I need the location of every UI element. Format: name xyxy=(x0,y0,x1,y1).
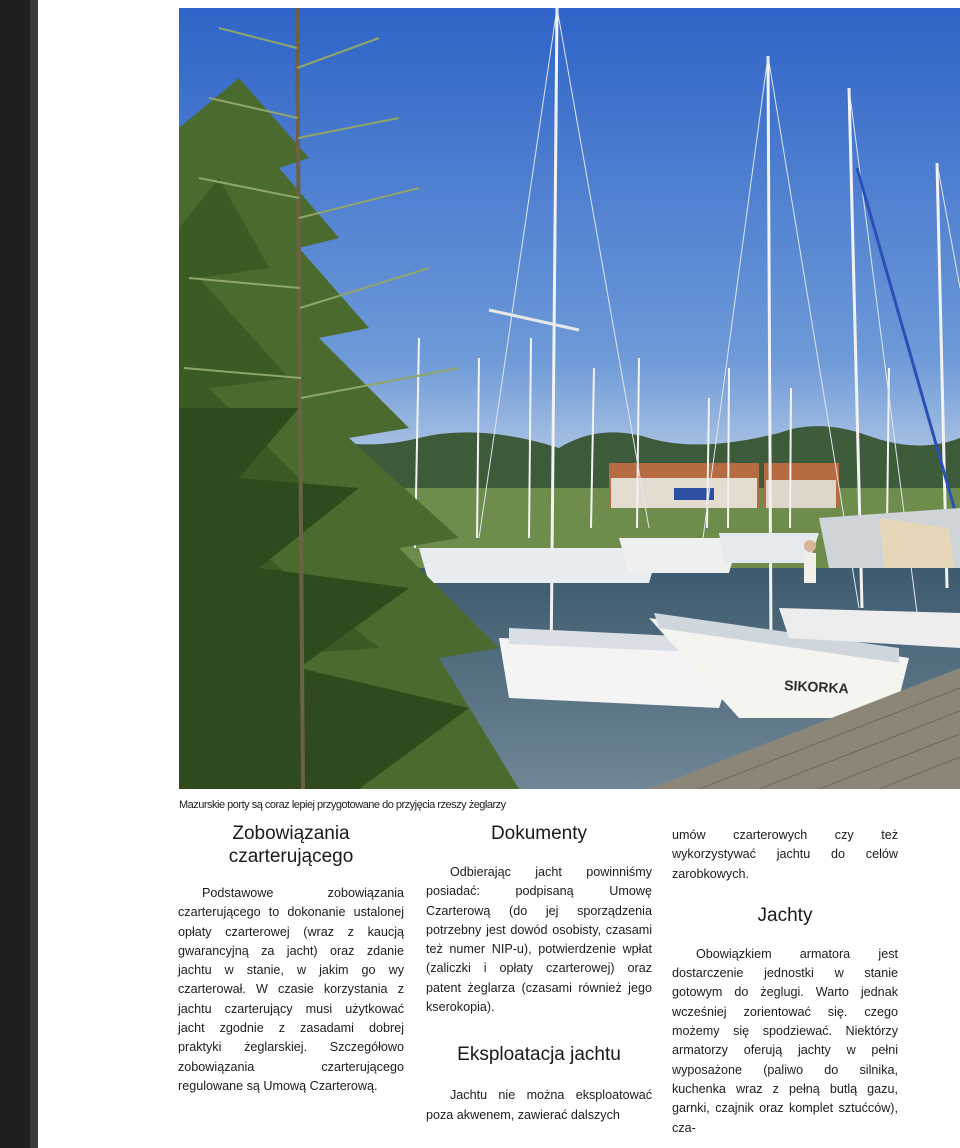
page-spine-edge xyxy=(30,0,38,1148)
heading-zobowiazania-line1: Zobowiązania xyxy=(232,823,350,844)
text-zobowiazania: Podstawowe zobowiązania czarterującego to dokonanie ustalonej opłaty czarterowej (wraz z kaucją gwarancyjną za jacht) oraz zdanie jachtu w stanie, w jakim go wy czarterował. W czasie korzystania z jachtu czarterujący musi użytkować jacht zgodnie z zasadami dobrej praktyki żeglarskiej. Szczegółowo zobowiązania czarterującego regulowane są Umową Czarterową. xyxy=(178,886,404,1093)
person xyxy=(804,553,816,583)
heading-zobowiazania xyxy=(178,822,404,868)
heading-jachty: Jachty xyxy=(757,904,813,926)
column-1 xyxy=(178,822,404,1096)
text-dokumenty: Odbierając jacht powinniśmy posiadać: podpisaną Umowę Czarterową (do jej sporządzenia potrzebny jest dowód osobisty, czasami też numer NIP-u), potwierdzenie wpłat (zaliczki i opłaty czarterowej) oraz patent żeglarza (czasami również jego kserokopia). xyxy=(426,865,652,1015)
heading-dokumenty: Dokumenty xyxy=(490,823,588,844)
text-eksploatacja: Jachtu nie można eksploatować poza akwenem, zawierać dalszych xyxy=(426,1088,652,1122)
column-2 xyxy=(426,822,652,1125)
text-jachty: Obowiązkiem armatora jest dostarczenie jednostki w stanie gotowym do żeglugi. Warto jednak wcześniej zorientować się. czego możemy się spodziewać. Niektórzy armatorzy oferują jachty w pełni wyposażone (paliwo do silnika, kuchenka wraz z pełną butlą gazu, garnki, czajnik oraz komplet sztućców), cza- xyxy=(672,946,898,1135)
heading-zobowiazania-line2: czarterującego xyxy=(228,846,354,867)
text-eksploatacja-cont: umów czarterowych czy też wykorzystywać jachtu do celów zarobkowych. xyxy=(672,828,898,881)
photo-caption: Mazurskie porty są coraz lepiej przygotowane do przyjęcia rzeszy żeglarzy xyxy=(179,799,506,811)
boat-name: SIKORKA xyxy=(783,677,850,697)
column-3 xyxy=(672,826,898,1138)
heading-eksploatacja: Eksploatacja jachtu xyxy=(457,1044,621,1066)
marina-photo xyxy=(179,8,960,789)
